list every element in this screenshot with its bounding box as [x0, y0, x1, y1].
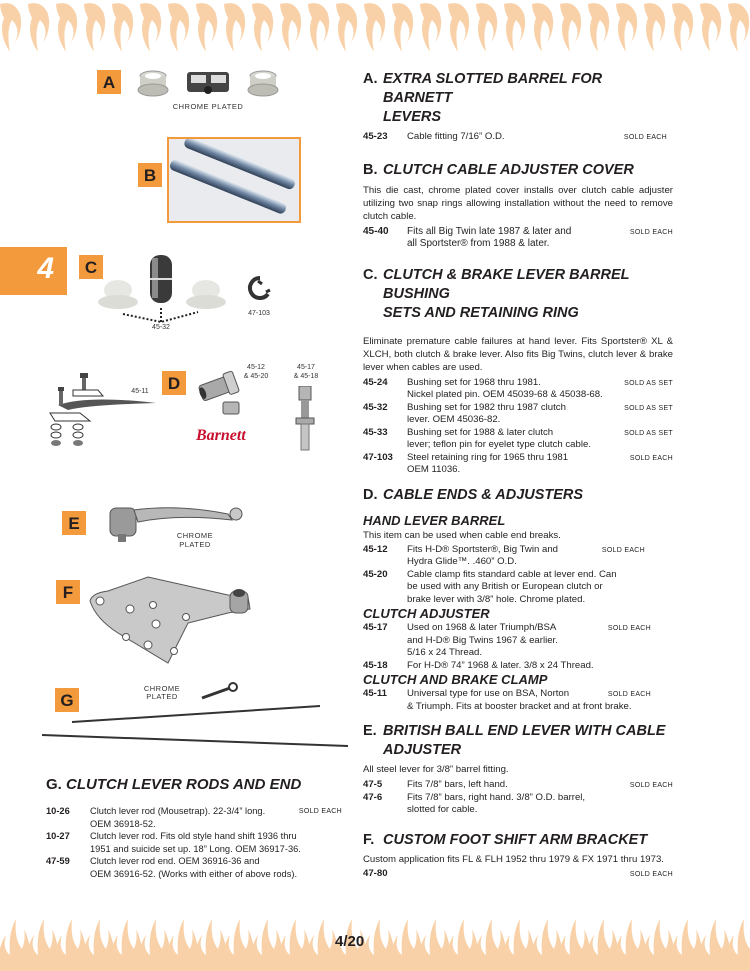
- section-d-title: D. CABLE ENDS & ADJUSTERS: [363, 486, 584, 503]
- figure-badge-b: B: [138, 163, 162, 187]
- sold-badge: SOLD EACH: [607, 691, 651, 698]
- section-c: [363, 266, 673, 477]
- sold-badge: SOLD AS SET: [624, 379, 673, 387]
- figure-e-caption-1: CHROME: [176, 531, 214, 540]
- adjuster-cover-photo: [167, 137, 301, 223]
- list-item: 45-33 Bushing set for 1988 & later clutch lever; teflon pin for eyelet type clutch cable. SOLD AS SET: [363, 426, 673, 450]
- figure-badge-g: G: [55, 688, 79, 712]
- right-column: [363, 70, 673, 880]
- section-e-description: All steel lever for 3/8” barrel fitting.: [363, 764, 509, 775]
- barrel-bushings-image: [135, 66, 285, 98]
- flame-border-bottom: [0, 909, 750, 971]
- section-c-description: Eliminate premature cable failures at hand lever. Fits Sportster® XL & XLCH, both clutch & brake lever. Also fits Big Twins, clutch lever & brake lever when cables are used.: [363, 335, 673, 373]
- section-c-title: C. CLUTCH & BRAKE LEVER BARREL BUSHING SETS AND RETAINING RING: [363, 266, 630, 321]
- list-item: 45-18 For H-D® 74” 1968 & later. 3/8 x 24 Thread.: [363, 659, 594, 671]
- figure-a-caption: CHROME PLATED: [172, 102, 244, 111]
- sold-badge: SOLD EACH: [629, 228, 673, 236]
- sold-badge: SOLD EACH: [629, 782, 673, 789]
- part-label-45-32: 45-32: [152, 324, 170, 331]
- list-item: 45-23 Cable fitting 7/16” O.D. SOLD EACH: [363, 131, 673, 144]
- section-e: [363, 722, 673, 817]
- sold-badge: SOLD EACH: [601, 546, 645, 554]
- section-d: [363, 486, 673, 714]
- sold-badge: SOLD AS SET: [624, 429, 673, 437]
- section-g-title: G. CLUTCH LEVER RODS AND END: [46, 776, 302, 793]
- sold-badge: SOLD EACH: [298, 808, 342, 815]
- part-label-45-20: & 45-20: [243, 373, 269, 380]
- subsection-hand-lever-barrel: HAND LEVER BARREL: [363, 512, 506, 528]
- figure-g-caption-1: CHROME: [143, 684, 181, 693]
- list-item: 47-5 Fits 7/8” bars, left hand. SOLD EACH: [363, 779, 673, 792]
- chapter-tab: [0, 247, 67, 295]
- section-b: [363, 161, 673, 251]
- part-label-45-11: 45-11: [131, 388, 149, 395]
- list-item: 45-40 Fits all Big Twin late 1987 & later and all Sportster® from 1988 & later. SOLD EACH: [363, 225, 673, 249]
- sold-badge: SOLD AS SET: [624, 404, 673, 412]
- section-g: [46, 775, 342, 880]
- list-item: 45-12 Fits H-D® Sportster®, Big Twin and Hydra Glide™. .460” O.D. SOLD EACH: [363, 543, 645, 567]
- barnett-logo: Barnett: [196, 427, 246, 444]
- sold-badge: SOLD EACH: [629, 454, 673, 462]
- part-label-45-12: 45-12: [247, 364, 265, 371]
- list-item: 45-11 Universal type for use on BSA, Norton & Triumph. Fits at booster bracket and at front brake. SOLD EACH: [363, 688, 651, 712]
- sold-badge: SOLD EACH: [623, 134, 667, 141]
- figure-badge-a: A: [97, 70, 121, 94]
- list-item: 45-32 Bushing set for 1982 thru 1987 clutch lever. OEM 45036-82. SOLD AS SET: [363, 401, 673, 425]
- list-item: 47-103 Steel retaining ring for 1965 thru 1981 OEM 11036. SOLD EACH: [363, 451, 673, 475]
- subsection-clutch-adjuster: CLUTCH ADJUSTER: [363, 606, 490, 621]
- list-item: 47-6 Fits 7/8” bars, right hand. 3/8” O.D. barrel, slotted for cable.: [363, 791, 586, 815]
- section-f: [363, 831, 673, 881]
- list-item: 45-20 Cable clamp fits standard cable at lever end. Can be used with any British or European clutch or brake lever with 3/8” hole. Chrome plated.: [363, 568, 617, 605]
- figure-badge-e: E: [62, 511, 86, 535]
- sold-badge: SOLD EACH: [607, 625, 651, 632]
- part-label-45-18: & 45-18: [293, 373, 319, 380]
- figure-e-caption-2: PLATED: [179, 540, 211, 549]
- subsection-hand-lever-barrel-description: This item can be used when cable end breaks.: [363, 529, 561, 541]
- foot-shift-bracket-image: [88, 573, 258, 668]
- page-number: 4/20: [335, 933, 365, 950]
- list-item: 47-80 SOLD EACH: [363, 868, 673, 881]
- barrel-bushing-set-image: [98, 250, 278, 330]
- section-a-title: A. EXTRA SLOTTED BARREL FOR BARNETT LEVERS: [363, 71, 603, 125]
- flame-border-top: [0, 0, 750, 60]
- list-item: 47-59 Clutch lever rod end. OEM 36916-36 and OEM 36916-52. (Works with either of above rods).: [46, 856, 298, 879]
- adjuster-cover-image: [169, 139, 299, 221]
- section-f-title: F. CUSTOM FOOT SHIFT ARM BRACKET: [363, 831, 648, 848]
- section-a: [363, 70, 673, 144]
- list-item: 10-27 Clutch lever rod. Fits old style hand shift 1936 thru 1951 and suicide set up. 18” Long. OEM 36917-36.: [46, 831, 301, 854]
- list-item: 45-17 Used on 1968 & later Triumph/BSA and H-D® Big Twins 1967 & earlier. 5/16 x 24 Thread. SOLD EACH: [363, 622, 651, 658]
- list-item: 10-26 Clutch lever rod (Mousetrap). 22-3/4” long. OEM 36918-52. SOLD EACH: [46, 806, 342, 829]
- sold-badge: SOLD EACH: [629, 870, 673, 878]
- section-b-title: B. CLUTCH CABLE ADJUSTER COVER: [363, 161, 634, 178]
- clutch-lever-rods-image: [40, 680, 352, 750]
- section-e-title: E. BRITISH BALL END LEVER WITH CABLE ADJUSTER: [363, 723, 666, 758]
- clutch-brake-clamp-image: [48, 365, 158, 450]
- clutch-adjuster-image: [293, 386, 317, 452]
- part-label-45-17: 45-17: [297, 364, 315, 371]
- list-item: 45-24 Bushing set for 1968 thru 1981. Nickel plated pin. OEM 45039-68 & 45038-68. SOLD AS SET: [363, 376, 673, 400]
- figure-badge-d: D: [162, 371, 186, 395]
- part-label-47-103: 47-103: [248, 310, 270, 317]
- figure-g-caption-2: PLATED: [146, 692, 178, 701]
- figure-badge-c: C: [79, 255, 103, 279]
- section-g-letter: G.: [46, 776, 62, 793]
- figure-badge-f: F: [56, 580, 80, 604]
- section-f-description: Custom application fits FL & FLH 1952 thru 1979 & FX 1971 thru 1973.: [363, 853, 664, 865]
- section-b-description: This die cast, chrome plated cover installs over clutch cable adjuster utilizing two snap rings allowing installation without the need to remove clutch cable.: [363, 184, 673, 222]
- chapter-number: 4: [37, 252, 54, 285]
- subsection-clutch-brake-clamp: CLUTCH AND BRAKE CLAMP: [363, 672, 548, 687]
